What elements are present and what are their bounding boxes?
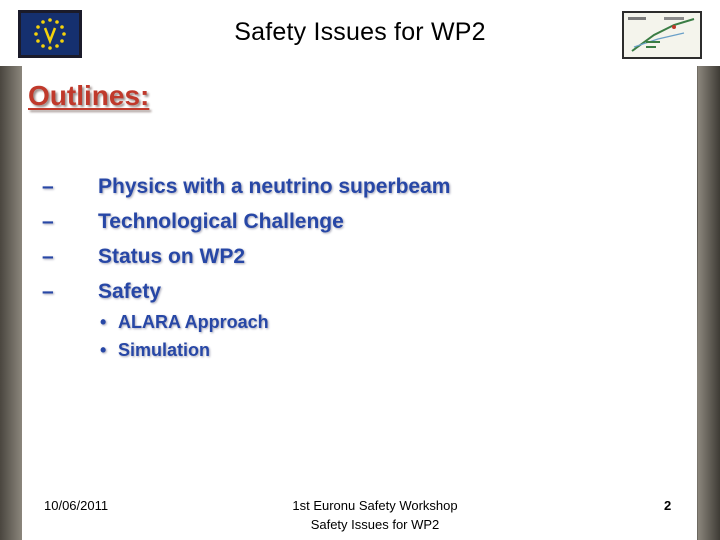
outline-heading: Outlines: [28, 80, 150, 111]
outline-subitem [100, 340, 210, 361]
bullet-marker: • [100, 340, 107, 360]
dash-marker: – [42, 175, 54, 198]
dash-marker: – [42, 245, 54, 268]
outline-item [42, 210, 344, 234]
background-edge-left [0, 60, 22, 540]
bullet-marker: • [100, 312, 107, 332]
dash-marker: – [42, 280, 54, 303]
outline-subitem-text: ALARA Approach [118, 312, 269, 332]
outline-item-text: Physics with a neutrino superbeam [98, 175, 451, 198]
page-number: 2 [664, 498, 672, 513]
footer-event [230, 496, 520, 534]
footer-date: 10/06/2011 [44, 498, 109, 513]
footer-event-line2: Safety Issues for WP2 [310, 517, 440, 532]
dash-marker: – [42, 210, 54, 233]
slide-header [0, 0, 720, 66]
background-edge-right [698, 60, 720, 540]
footer-event-line1: 1st Euronu Safety Workshop [292, 498, 458, 513]
outline-item [42, 245, 245, 269]
beam-map-icon [622, 11, 702, 59]
outline-item [42, 280, 161, 304]
outline-item [42, 175, 450, 199]
outline-subitem-text: Simulation [118, 340, 211, 360]
outline-item-text: Safety [98, 280, 162, 303]
outline-item-text: Technological Challenge [98, 210, 344, 233]
outline-subitem [100, 312, 269, 333]
outline-item-text: Status on WP2 [98, 245, 246, 268]
page-title: Safety Issues for WP2 [234, 18, 486, 46]
